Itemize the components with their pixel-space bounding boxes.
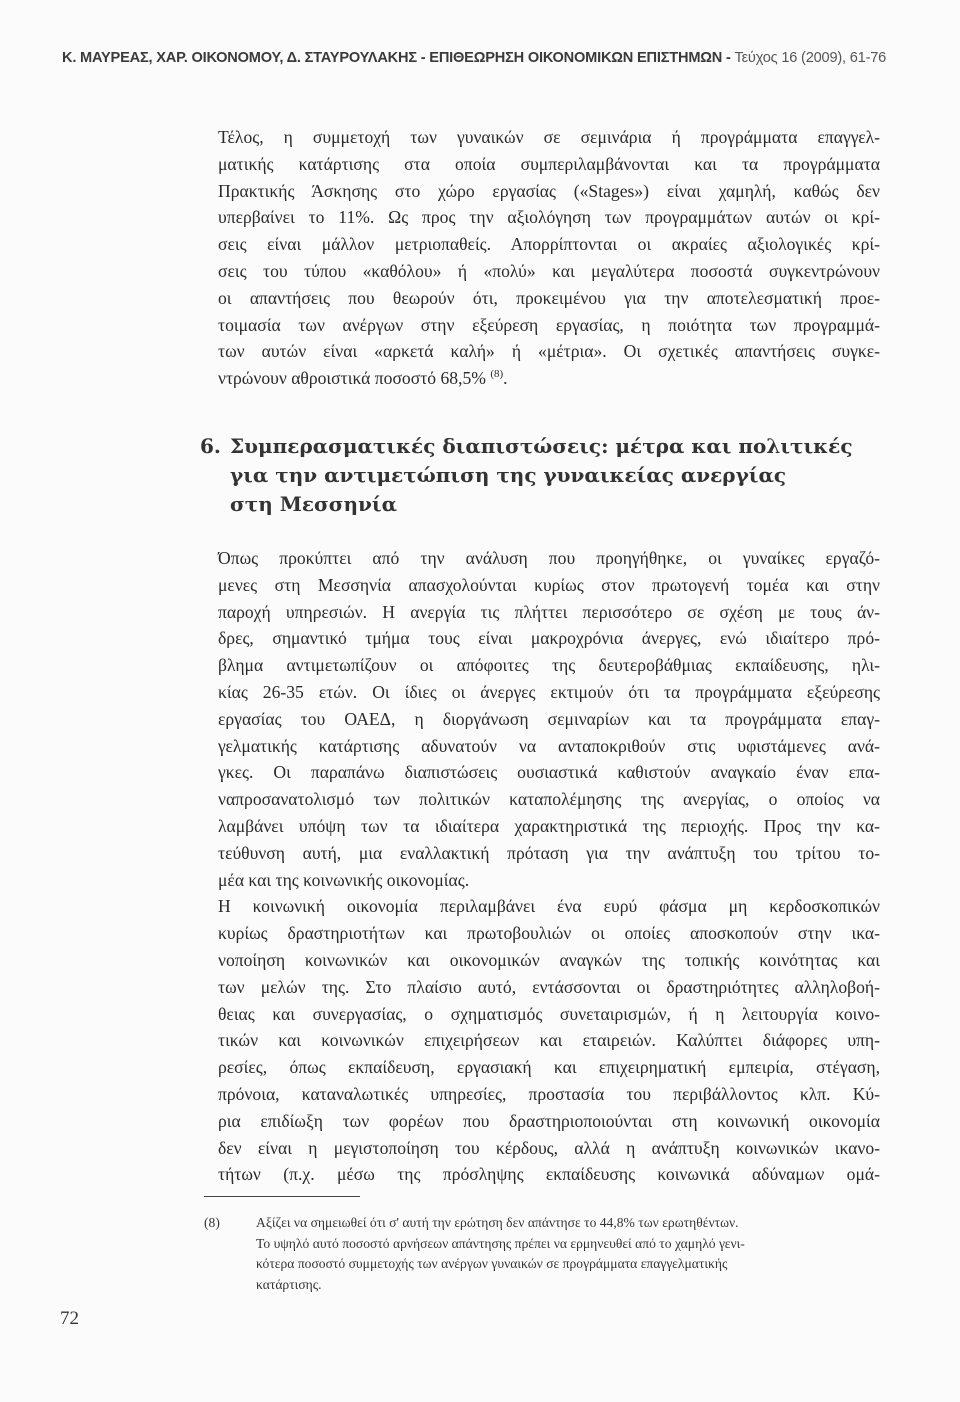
text-line: σεις του τύπου «καθόλου» ή «πολύ» και μεγαλύτερα ποσοστά συγκεντρώνουν xyxy=(218,260,880,281)
text-line: δρες, σημαντικό τμήμα τους είναι μακροχρόνια άνεργες, ενώ ιδιαίτερο πρό- xyxy=(218,628,880,649)
text-line: εργασίας του ΟΑΕΔ, η διοργάνωση σεμιναρίων και τα προγράμματα επαγ- xyxy=(218,708,880,729)
paragraph-2 xyxy=(204,545,880,893)
running-head xyxy=(62,50,942,66)
section-title-line: για την αντιμετώπιση της γυναικείας ανεργίας xyxy=(230,462,787,487)
text-line: τικών και κοινωνικών επιχειρήσεων και εταιρειών. Καλύπτει διάφορες υπη- xyxy=(218,1030,880,1051)
text-line: των μελών της. Στο πλαίσιο αυτό, εντάσσονται οι δραστηριότητες αλληλοβοή- xyxy=(218,976,880,997)
text-line: ρια επιδίωξη των φορέων που δραστηριοποιούνται στη κοινωνική οικονομία xyxy=(218,1110,880,1131)
section-number: 6. xyxy=(200,433,221,458)
text-line: κυρίως δραστηριοτήτων και πρωτοβουλιών οι οποίες αποσκοπούν στην ικα- xyxy=(218,923,880,944)
text-line: σεις είναι μάλλον μετριοπαθείς. Απορρίπτονται οι ακραίες αξιολογικές κρί- xyxy=(218,234,880,255)
text-line: ναπροσανατολισμό των πολιτικών καταπολέμησης της ανεργίας, ο οποίος να xyxy=(218,789,880,810)
section-title-line: στη Μεσσηνία xyxy=(230,491,397,516)
text-line: υπερβαίνει το 11%. Ως προς την αξιολόγηση των προγραμμάτων αυτών οι κρί- xyxy=(218,207,880,228)
running-head-issue: Τεύχος 16 (2009), 61-76 xyxy=(734,50,887,66)
text-line: παροχή υπηρεσιών. Η ανεργία τις πλήττει περισσότερο σε σχέση με τους άν- xyxy=(218,601,880,622)
footnote xyxy=(204,1213,884,1295)
text-line: μενες στη Μεσσηνία απασχολούνται κυρίως στον πρωτογενή τομέα και στην xyxy=(218,574,880,595)
footnote-line: Αξίζει να σημειωθεί ότι σ' αυτή την ερώτηση δεν απάντησε το 44,8% των ερωτηθέντων. xyxy=(256,1215,739,1230)
section-heading xyxy=(200,432,880,519)
text-line: τεύθυνση αυτή, μια εναλλακτική πρόταση για την ανάπτυξη του τρίτου το- xyxy=(218,842,880,863)
text-line: τήτων (π.χ. μέσω της πρόσληψης εκπαίδευσης κοινωνικά αδύναμων ομά- xyxy=(218,1164,880,1185)
text-line: ματικής κατάρτισης στα οποία συμπεριλαμβάνονται και τα προγράμματα xyxy=(218,153,880,174)
text-line: πρόνοια, καταναλωτικές υπηρεσίες, προστασία του περιβάλλοντος κλπ. Κύ- xyxy=(218,1083,880,1104)
footnote-line: κατάρτισης. xyxy=(256,1276,322,1292)
footnote-reference[interactable]: (8) xyxy=(490,368,504,381)
footnote-line: κότερα ποσοστό συμμετοχής των ανέργων γυναικών σε προγράμματα επαγγελματικής xyxy=(256,1256,728,1271)
text-line: βλημα αντιμετωπίζουν οι απόφοιτες της δευτεροβάθμιας εκπαίδευσης, ηλι- xyxy=(218,655,880,676)
text-line: δεν είναι η μεγιστοποίηση του κέρδους, αλλά η ανάπτυξη κοινωνικών ικανο- xyxy=(218,1137,880,1158)
text-line: ρεσίες, όπως εκπαίδευση, εργασιακή και επιχειρηματική εμπειρία, στέγαση, xyxy=(218,1057,880,1078)
text-line: Πρακτικής Άσκησης στο χώρο εργασίας («Stages») είναι χαμηλή, καθώς δεν xyxy=(218,180,880,201)
text-line: νοποίηση κοινωνικών και οικονομικών αναγκών της τοπικής κοινότητας και xyxy=(218,949,880,970)
text-line: Η κοινωνική οικονομία περιλαμβάνει ένα ευρύ φάσμα μη κερδοσκοπικών xyxy=(218,896,880,917)
text-line: θειας και συνεργασίας, ο σχηματισμός συνεταιρισμών, ή η λειτουργία κοινο- xyxy=(218,1003,880,1024)
text-line: των αυτών είναι «αρκετά καλή» ή «μέτρια». Οι σχετικές απαντήσεις συγκε- xyxy=(218,341,880,362)
text-line: τοιμασία των ανέργων στην εξεύρεση εργασίας, η ποιότητα των προγραμμά- xyxy=(218,314,880,335)
text-line: οι απαντήσεις που θεωρούν ότι, προκειμένου για την αποτελεσματική προε- xyxy=(218,287,880,308)
text-line-content: ντρώνουν αθροιστικά ποσοστό 68,5% xyxy=(218,368,486,389)
footnote-line: Το υψηλό αυτό ποσοστό αρνήσεων απάντησης πρέπει να ερμηνευθεί από το χαμηλό γενι- xyxy=(256,1235,745,1251)
text-line-last: ντρώνουν αθροιστικά ποσοστό 68,5% $^{(8)}$. xyxy=(218,368,508,389)
paragraph-3 xyxy=(204,893,880,1188)
text-line: γελματικής κατάρτισης αδυνατούν να ανταποκριθούν στις υφιστάμενες ανά- xyxy=(218,735,880,756)
footnote-separator xyxy=(204,1196,360,1197)
footnote-text xyxy=(204,1213,884,1295)
text-line: Τέλος, η συμμετοχή των γυναικών σε σεμινάρια ή προγράμματα επαγγελ- xyxy=(218,127,880,147)
running-head-authors: Κ. ΜΑΥΡΕΑΣ, ΧΑΡ. ΟΙΚΟΝΟΜΟΥ, Δ. ΣΤΑΥΡΟΥΛΑΚΗΣ - ΕΠΙΘΕΩΡΗΣΗ ΟΙΚΟΝΟΜΙΚΩΝ ΕΠΙΣΤΗΜΩΝ - xyxy=(62,50,735,66)
paragraph-1 xyxy=(204,124,880,392)
text-line: κίας 26-35 ετών. Οι ίδιες οι άνεργες εκτιμούν ότι τα προγράμματα εξεύρεσης xyxy=(218,681,880,702)
text-line-last: μέα και της κοινωνικής οικονομίας. xyxy=(218,869,470,890)
text-line: γκες. Οι παραπάνω διαπιστώσεις ουσιαστικά καθιστούν αναγκαίο έναν επα- xyxy=(218,762,880,783)
footnote-mark: (8) xyxy=(204,1215,220,1230)
text-line: λαμβάνει υπόψη των τα ιδιαίτερα χαρακτηριστικά της περιοχής. Προς την κα- xyxy=(218,815,880,836)
section-title-line: Συμπερασματικές διαπιστώσεις: μέτρα και πολιτικές xyxy=(230,433,853,458)
text-line: Όπως προκύπτει από την ανάλυση που προηγήθηκε, οι γυναίκες εργαζό- xyxy=(218,547,880,568)
main-content xyxy=(200,124,880,1188)
page-number: 72 xyxy=(60,1308,79,1329)
